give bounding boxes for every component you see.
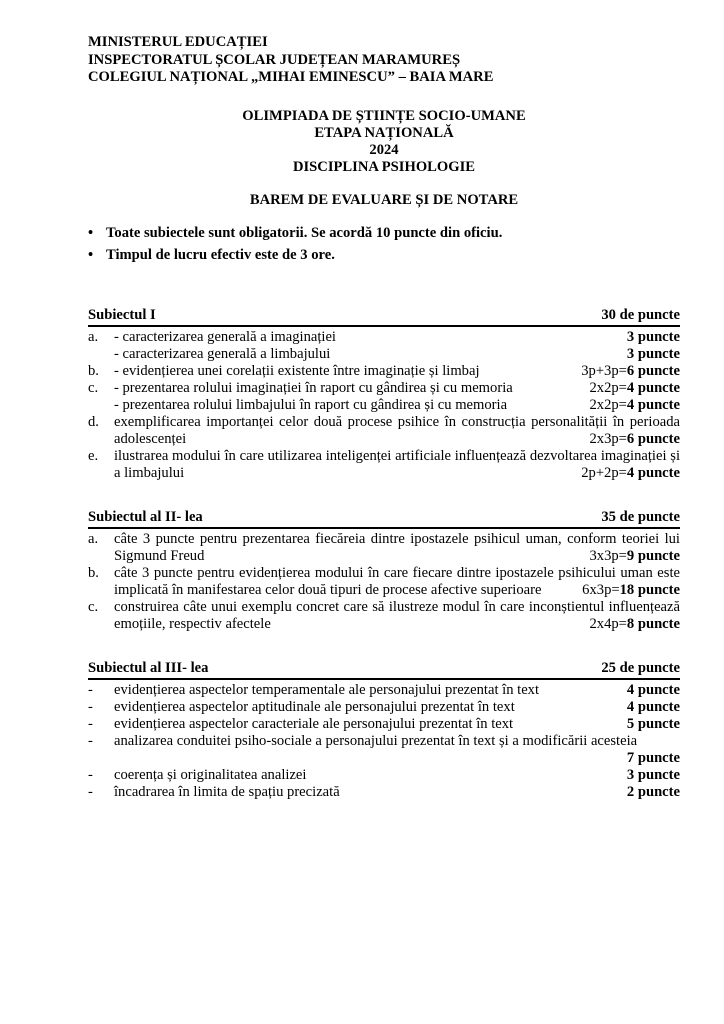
item-marker: -	[88, 783, 93, 800]
section-title: Subiectul al III- lea	[88, 659, 209, 676]
item-marker: -	[88, 766, 93, 783]
section-title: Subiectul I	[88, 306, 156, 323]
section-total-points: 35 de puncte	[601, 508, 680, 525]
institution-line: COLEGIUL NAȚIONAL „MIHAI EMINESCU” – BAIA MARE	[88, 69, 494, 85]
item-marker: a.	[88, 530, 99, 547]
scoring-row	[88, 767, 680, 784]
institution-header	[88, 34, 680, 87]
item-marker: b.	[88, 362, 99, 379]
scoring-row	[88, 716, 680, 733]
item-points: 4 puncte	[626, 698, 680, 715]
item-points: 3 puncte	[626, 766, 680, 783]
item-points: 3 puncte	[626, 345, 680, 362]
bullet-marker: •	[88, 246, 94, 263]
item-text: analizarea conduitei psiho-sociale a personajului prezentat în text și a modificării acesteia	[114, 732, 638, 749]
scoring-row	[88, 363, 680, 380]
section-subiectul-3	[88, 660, 680, 801]
item-marker	[88, 397, 114, 414]
item-points: 2x4p=8 puncte	[589, 615, 680, 632]
item-text: evidențierea aspectelor aptitudinale ale personajului prezentat în text	[114, 698, 515, 715]
scoring-row	[88, 599, 680, 633]
item-points: 2x2p=4 puncte	[589, 396, 680, 413]
year: 2024	[369, 141, 399, 158]
item-marker: -	[88, 732, 93, 749]
note-item	[88, 247, 680, 264]
scoring-row	[88, 448, 680, 482]
section-subiectul-1	[88, 307, 680, 482]
item-points: 2 puncte	[626, 783, 680, 800]
item-text: - prezentarea rolului imaginației în raport cu gândirea și cu memoria	[114, 379, 513, 396]
section-total-points: 30 de puncte	[601, 306, 680, 323]
note-text: Toate subiectele sunt obligatorii. Se acordă 10 puncte din oficiu.	[106, 224, 503, 241]
scoring-row	[88, 346, 680, 363]
scoring-row	[88, 784, 680, 801]
institution-line: MINISTERUL EDUCAȚIEI	[88, 34, 268, 50]
bullet-marker: •	[88, 224, 94, 241]
institution-line: INSPECTORATUL ȘCOLAR JUDEȚEAN MARAMUREȘ	[88, 51, 461, 68]
item-marker: d.	[88, 413, 99, 430]
general-notes	[88, 225, 680, 264]
item-points: 3x3p=9 puncte	[589, 547, 680, 564]
section-title: Subiectul al II- lea	[88, 508, 203, 525]
scoring-row	[88, 329, 680, 346]
scoring-row	[88, 414, 680, 448]
scoring-row	[88, 397, 680, 414]
item-marker	[88, 346, 114, 363]
document-subtitle: BAREM DE EVALUARE ȘI DE NOTARE	[249, 191, 519, 208]
scoring-row	[88, 531, 680, 565]
discipline-title: DISCIPLINA PSIHOLOGIE	[292, 158, 476, 175]
olympiad-title: OLIMPIADA DE ȘTIINȚE SOCIO-UMANE	[242, 107, 526, 124]
scoring-row	[88, 699, 680, 716]
section-total-points: 25 de puncte	[601, 659, 680, 676]
item-points: 4 puncte	[626, 681, 680, 698]
title-block	[88, 108, 680, 176]
item-text: - prezentarea rolului limbajului în raport cu gândirea și cu memoria	[114, 396, 508, 413]
item-text: coerența și originalitatea analizei	[114, 766, 307, 783]
note-item	[88, 225, 680, 242]
item-text: evidențierea aspectelor temperamentale ale personajului prezentat în text	[114, 681, 540, 698]
item-points: 6x3p=18 puncte	[582, 581, 680, 598]
item-marker: c.	[88, 598, 99, 615]
section-header	[88, 660, 680, 680]
scoring-row	[88, 565, 680, 599]
item-points: 2p+2p=4 puncte	[581, 464, 680, 481]
section-header	[88, 307, 680, 327]
item-points: 5 puncte	[626, 715, 680, 732]
item-text: exemplificarea importanței celor două procese psihice în construcția personalității în perioada adolescenței	[114, 413, 680, 447]
stage-title: ETAPA NAȚIONALĂ	[314, 124, 454, 141]
item-text: - caracterizarea generală a imaginației	[114, 328, 336, 345]
item-text: câte 3 puncte pentru evidențierea modului în care fiecare dintre ipostazele psihicului uman este implicată în manifestarea celor două tipuri de procese afective superioare	[114, 564, 680, 598]
item-text: evidențierea aspectelor caracteriale ale personajului prezentat în text	[114, 715, 514, 732]
item-points: 2x2p=4 puncte	[589, 379, 680, 396]
item-marker: -	[88, 698, 93, 715]
item-text: construirea câte unui exemplu concret care să ilustreze modul în care inconștientul influențează emoțiile, respectiv afectele	[114, 598, 680, 632]
item-text: - evidențierea unei corelații existente între imaginație și limbaj	[114, 362, 480, 379]
item-points: 3 puncte	[626, 328, 680, 345]
item-marker: e.	[88, 447, 99, 464]
item-marker: c.	[88, 379, 99, 396]
item-marker: -	[88, 715, 93, 732]
section-header	[88, 509, 680, 529]
item-text: ilustrarea modului în care utilizarea inteligenței artificiale influențează dezvoltarea imaginației și a limbajului	[114, 447, 680, 481]
note-text: Timpul de lucru efectiv este de 3 ore.	[106, 246, 335, 263]
item-marker: b.	[88, 564, 99, 581]
item-points: 7 puncte	[626, 749, 680, 766]
item-points: 2x3p=6 puncte	[589, 430, 680, 447]
item-text: câte 3 puncte pentru prezentarea fiecăreia dintre ipostazele psihicul uman, conform teoriei lui Sigmund Freud	[114, 530, 680, 564]
scoring-row	[88, 733, 680, 767]
section-subiectul-2	[88, 509, 680, 633]
scoring-row	[88, 682, 680, 699]
item-marker: a.	[88, 328, 99, 345]
item-marker: -	[88, 681, 93, 698]
scoring-row	[88, 380, 680, 397]
item-text: încadrarea în limita de spațiu precizată	[114, 783, 340, 800]
item-text: - caracterizarea generală a limbajului	[114, 345, 331, 362]
item-points: 3p+3p=6 puncte	[581, 362, 680, 379]
